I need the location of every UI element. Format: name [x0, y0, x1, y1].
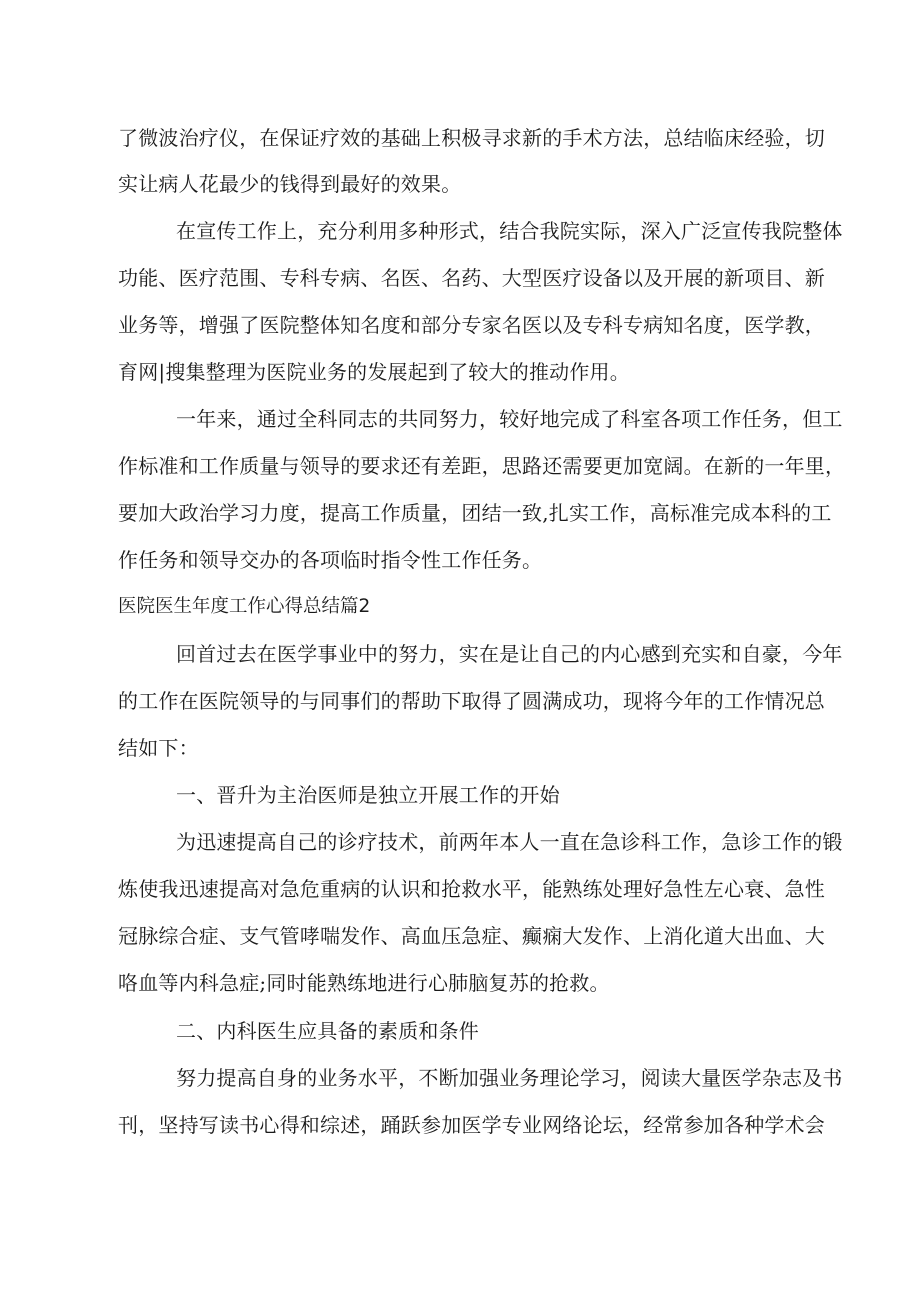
subheading: 二、内科医生应具备的素质和条件: [176, 1019, 479, 1043]
paragraph-first-line: 一年来，通过全科同志的共同努力，较好地完成了科室各项工作任务，但工: [176, 407, 843, 431]
paragraph-first-line: 在宣传工作上，充分利用多种形式，结合我院实际，深入广泛宣传我院整体: [176, 219, 843, 243]
text-line: 冠脉综合症、支气管哮喘发作、高血压急症、癫痫大发作、上消化道大出血、大: [118, 924, 825, 948]
text-line: 了微波治疗仪，在保证疗效的基础上积极寻求新的手术方法，总结临床经验，切: [118, 126, 825, 150]
subheading: 一、晋升为主治医师是独立开展工作的开始: [176, 783, 560, 807]
text-line: 作任务和领导交办的各项临时指令性工作任务。: [118, 548, 543, 572]
text-line: 业务等，增强了医院整体知名度和部分专家名医以及专科专病知名度，医学教，: [118, 313, 825, 337]
text-line: 结如下：: [118, 736, 199, 760]
text-line: 炼使我迅速提高对急危重病的认识和抢救水平，能熟练处理好急性左心衰、急性: [118, 877, 825, 901]
text-line: 咯血等内科急症;同时能熟练地进行心肺脑复苏的抢救。: [118, 971, 610, 995]
text-line: 刊，坚持写读书心得和综述，踊跃参加医学专业网络论坛，经常参加各种学术会: [118, 1113, 825, 1137]
text-line: 育网|搜集整理为医院业务的发展起到了较大的推动作用。: [118, 360, 630, 384]
paragraph-first-line: 努力提高自身的业务水平，不断加强业务理论学习，阅读大量医学杂志及书: [176, 1066, 843, 1090]
text-line: 功能、医疗范围、专科专病、名医、名药、大型医疗设备以及开展的新项目、新: [118, 266, 825, 290]
section-title: 医院医生年度工作心得总结篇2: [118, 596, 371, 617]
text-line: 实让病人花最少的钱得到最好的效果。: [118, 172, 462, 196]
paragraph-first-line: 回首过去在医学事业中的努力，实在是让自己的内心感到充实和自豪，今年: [176, 642, 843, 666]
text-line: 要加大政治学习力度，提高工作质量，团结一致,扎实工作，高标准完成本科的工: [118, 501, 832, 525]
paragraph-first-line: 为迅速提高自己的诊疗技术，前两年本人一直在急诊科工作，急诊工作的锻: [176, 830, 843, 854]
text-line: 作标准和工作质量与领导的要求还有差距，思路还需要更加宽阔。在新的一年里，: [118, 454, 846, 478]
text-line: 的工作在医院领导的与同事们的帮助下取得了圆满成功，现将今年的工作情况总: [118, 689, 825, 713]
